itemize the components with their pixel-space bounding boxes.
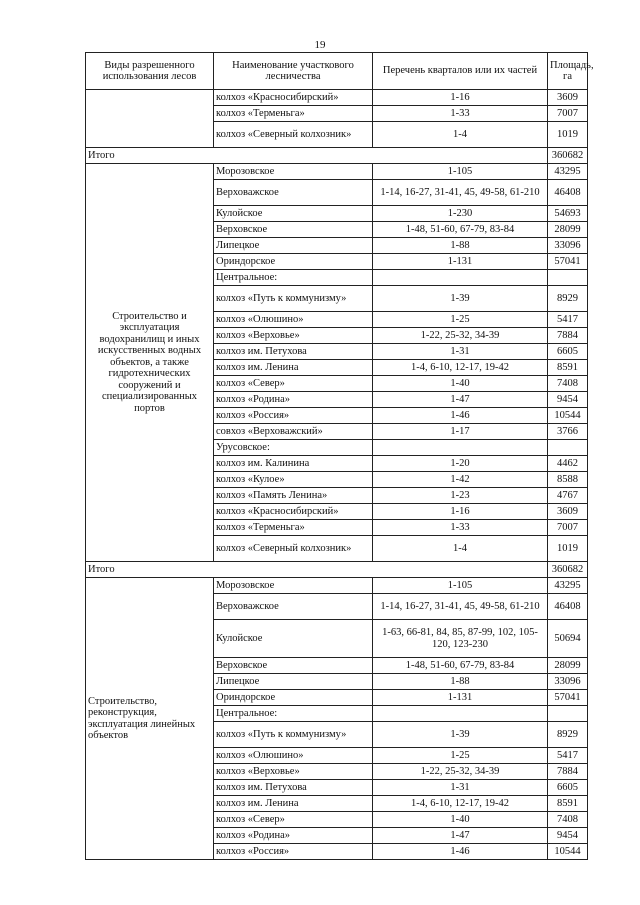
area-cell: 57041: [548, 690, 588, 706]
quarters-cell: 1-31: [373, 344, 548, 360]
area-cell: 46408: [548, 180, 588, 206]
quarters-cell: [373, 440, 548, 456]
area-cell: 5417: [548, 748, 588, 764]
forestry-name-cell: Верховское: [214, 222, 373, 238]
forestry-name-cell: колхоз «Красносибирский»: [214, 504, 373, 520]
quarters-cell: 1-131: [373, 690, 548, 706]
area-cell: 8929: [548, 722, 588, 748]
quarters-cell: 1-42: [373, 472, 548, 488]
quarters-cell: 1-131: [373, 254, 548, 270]
forestry-name-cell: колхоз «Путь к коммунизму»: [214, 286, 373, 312]
forestry-name-cell: Липецкое: [214, 238, 373, 254]
quarters-cell: 1-16: [373, 90, 548, 106]
area-cell: 3766: [548, 424, 588, 440]
total-area: 360682: [548, 562, 588, 578]
forestry-name-cell: колхоз им. Калинина: [214, 456, 373, 472]
area-cell: 7408: [548, 376, 588, 392]
forestry-group-cell: Центральное:: [214, 270, 373, 286]
area-cell: 3609: [548, 90, 588, 106]
forestry-name-cell: Верховажское: [214, 180, 373, 206]
forestry-name-cell: колхоз «Россия»: [214, 844, 373, 860]
forestry-name-cell: Верховажское: [214, 594, 373, 620]
forestry-name-cell: колхоз «Россия»: [214, 408, 373, 424]
quarters-cell: 1-33: [373, 106, 548, 122]
quarters-cell: 1-47: [373, 392, 548, 408]
area-cell: 4462: [548, 456, 588, 472]
area-cell: 8591: [548, 796, 588, 812]
quarters-cell: 1-4, 6-10, 12-17, 19-42: [373, 360, 548, 376]
forestry-name-cell: колхоз «Верховье»: [214, 764, 373, 780]
forestry-name-cell: колхоз «Терменьга»: [214, 520, 373, 536]
forestry-name-cell: колхоз «Северный колхозник»: [214, 536, 373, 562]
use-type-cell: Строительство и эксплуатация водохранилищ и иных искусственных водных объектов, а также гидротехнических сооружений и специализированных портов: [86, 164, 214, 562]
total-area: 360682: [548, 148, 588, 164]
quarters-cell: 1-88: [373, 674, 548, 690]
forestry-name-cell: колхоз им. Ленина: [214, 796, 373, 812]
area-cell: 7884: [548, 328, 588, 344]
forestry-name-cell: колхоз «Север»: [214, 812, 373, 828]
quarters-cell: 1-33: [373, 520, 548, 536]
quarters-cell: 1-22, 25-32, 34-39: [373, 328, 548, 344]
forestry-name-cell: колхоз «Северный колхозник»: [214, 122, 373, 148]
quarters-cell: 1-63, 66-81, 84, 85, 87-99, 102, 105-120, 123-230: [373, 620, 548, 658]
forestry-name-cell: колхоз им. Ленина: [214, 360, 373, 376]
quarters-cell: 1-48, 51-60, 67-79, 83-84: [373, 222, 548, 238]
quarters-cell: 1-4, 6-10, 12-17, 19-42: [373, 796, 548, 812]
header-forestry-name: Наименование участкового лесничества: [214, 53, 373, 90]
quarters-cell: 1-25: [373, 748, 548, 764]
area-cell: 10544: [548, 844, 588, 860]
forest-use-table: [85, 52, 594, 860]
quarters-cell: 1-40: [373, 812, 548, 828]
quarters-cell: 1-31: [373, 780, 548, 796]
quarters-cell: 1-4: [373, 122, 548, 148]
quarters-cell: 1-4: [373, 536, 548, 562]
forestry-name-cell: совхоз «Верховажский»: [214, 424, 373, 440]
area-cell: 1019: [548, 122, 588, 148]
area-cell: 8929: [548, 286, 588, 312]
forestry-name-cell: колхоз «Путь к коммунизму»: [214, 722, 373, 748]
table-header-row: [86, 53, 588, 90]
area-cell: [548, 270, 588, 286]
area-cell: 28099: [548, 222, 588, 238]
quarters-cell: 1-25: [373, 312, 548, 328]
quarters-cell: 1-105: [373, 164, 548, 180]
area-cell: 8591: [548, 360, 588, 376]
quarters-cell: 1-46: [373, 844, 548, 860]
area-cell: 9454: [548, 828, 588, 844]
quarters-cell: 1-39: [373, 286, 548, 312]
quarters-cell: 1-14, 16-27, 31-41, 45, 49-58, 61-210: [373, 594, 548, 620]
quarters-cell: 1-23: [373, 488, 548, 504]
header-use-type: Виды разрешенного использования лесов: [86, 53, 214, 90]
forestry-name-cell: колхоз им. Петухова: [214, 344, 373, 360]
area-cell: 7007: [548, 106, 588, 122]
forestry-name-cell: колхоз «Олюшино»: [214, 312, 373, 328]
quarters-cell: 1-105: [373, 578, 548, 594]
area-cell: 9454: [548, 392, 588, 408]
forestry-group-cell: Центральное:: [214, 706, 373, 722]
area-cell: 4767: [548, 488, 588, 504]
area-cell: 43295: [548, 578, 588, 594]
forestry-name-cell: Ориндорское: [214, 690, 373, 706]
area-cell: 7408: [548, 812, 588, 828]
area-cell: 7007: [548, 520, 588, 536]
quarters-cell: 1-48, 51-60, 67-79, 83-84: [373, 658, 548, 674]
forestry-name-cell: колхоз «Родина»: [214, 828, 373, 844]
forestry-name-cell: колхоз «Память Ленина»: [214, 488, 373, 504]
area-cell: 3609: [548, 504, 588, 520]
header-area: Площадь, га: [548, 53, 588, 90]
forestry-name-cell: колхоз «Север»: [214, 376, 373, 392]
area-cell: [548, 440, 588, 456]
quarters-cell: 1-39: [373, 722, 548, 748]
forestry-name-cell: Кулойское: [214, 206, 373, 222]
header-quarters-list: Перечень кварталов или их частей: [373, 53, 548, 90]
quarters-cell: 1-22, 25-32, 34-39: [373, 764, 548, 780]
use-type-cell: Строительство, реконструкция, эксплуатация линейных объектов: [86, 578, 214, 860]
area-cell: 7884: [548, 764, 588, 780]
table-row: [86, 578, 588, 594]
page-number: 19: [314, 39, 326, 51]
area-cell: 10544: [548, 408, 588, 424]
total-label: Итого: [86, 148, 548, 164]
area-cell: 8588: [548, 472, 588, 488]
quarters-cell: 1-14, 16-27, 31-41, 45, 49-58, 61-210: [373, 180, 548, 206]
quarters-cell: 1-46: [373, 408, 548, 424]
quarters-cell: [373, 270, 548, 286]
area-cell: 5417: [548, 312, 588, 328]
forestry-name-cell: Верховское: [214, 658, 373, 674]
total-row: [86, 562, 588, 578]
forestry-name-cell: Кулойское: [214, 620, 373, 658]
quarters-cell: 1-230: [373, 206, 548, 222]
total-label: Итого: [86, 562, 548, 578]
forestry-name-cell: Морозовское: [214, 164, 373, 180]
area-cell: 1019: [548, 536, 588, 562]
table-row: [86, 164, 588, 180]
forestry-name-cell: колхоз «Кулое»: [214, 472, 373, 488]
area-cell: 6605: [548, 344, 588, 360]
forestry-name-cell: Ориндорское: [214, 254, 373, 270]
area-cell: 33096: [548, 674, 588, 690]
area-cell: 50694: [548, 620, 588, 658]
area-cell: 6605: [548, 780, 588, 796]
area-cell: 28099: [548, 658, 588, 674]
area-cell: 46408: [548, 594, 588, 620]
quarters-cell: 1-40: [373, 376, 548, 392]
area-cell: 54693: [548, 206, 588, 222]
area-cell: 57041: [548, 254, 588, 270]
forestry-name-cell: колхоз «Родина»: [214, 392, 373, 408]
total-row: [86, 148, 588, 164]
area-cell: 33096: [548, 238, 588, 254]
quarters-cell: 1-17: [373, 424, 548, 440]
forestry-name-cell: колхоз «Олюшино»: [214, 748, 373, 764]
forestry-group-cell: Урусовское:: [214, 440, 373, 456]
quarters-cell: 1-47: [373, 828, 548, 844]
forestry-name-cell: колхоз «Терменьга»: [214, 106, 373, 122]
forestry-name-cell: колхоз «Красносибирский»: [214, 90, 373, 106]
forestry-name-cell: Липецкое: [214, 674, 373, 690]
quarters-cell: 1-20: [373, 456, 548, 472]
forestry-name-cell: колхоз им. Петухова: [214, 780, 373, 796]
table-row: [86, 90, 588, 106]
quarters-cell: 1-16: [373, 504, 548, 520]
forestry-name-cell: колхоз «Верховье»: [214, 328, 373, 344]
area-cell: 43295: [548, 164, 588, 180]
area-cell: [548, 706, 588, 722]
quarters-cell: [373, 706, 548, 722]
quarters-cell: 1-88: [373, 238, 548, 254]
use-type-cell-empty: [86, 90, 214, 148]
forestry-name-cell: Морозовское: [214, 578, 373, 594]
